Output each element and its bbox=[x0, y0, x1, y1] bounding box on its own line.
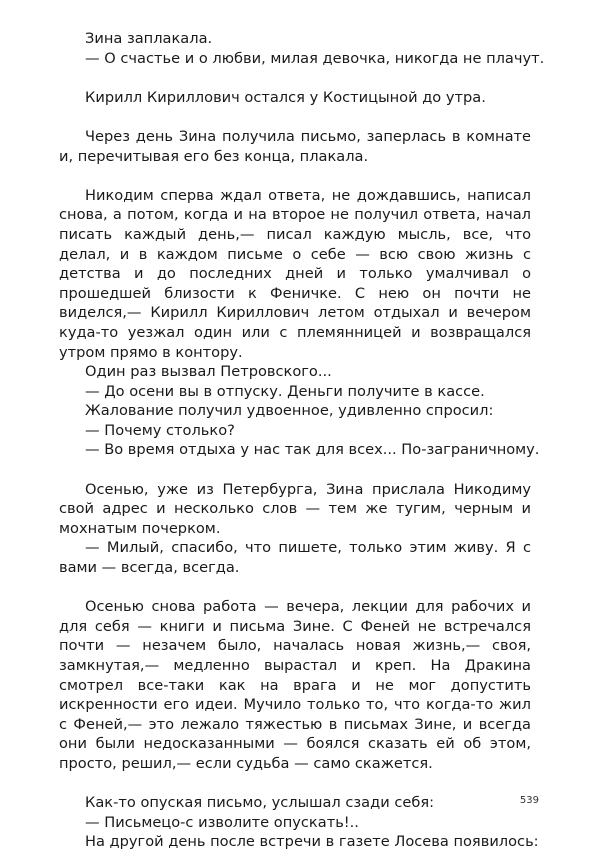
text-line: — Письмецо-с изволите опускать!.. bbox=[85, 813, 359, 831]
page-number: 539 bbox=[519, 795, 539, 806]
text-line: Кирилл Кириллович остался у Костицыной до утра. bbox=[85, 88, 486, 106]
text-line: Как-то опуская письмо, услышал сзади себя: bbox=[85, 794, 435, 812]
text-line: — До осени вы в отпуску. Деньги получите в кассе. bbox=[85, 382, 485, 400]
text-line: На другой день после встречи в газете Лосева появилось: bbox=[85, 833, 539, 851]
text-line: Жалование получил удвоенное, удивленно спросил: bbox=[85, 402, 494, 420]
text-line: — Почему столько? bbox=[85, 421, 235, 439]
paragraph: Никодим сперва ждал ответа, не дождавшись, написал снова, а потом, когда и на второе не получил ответа, начал писать каждый день,— писал каждую мысль, все, что делал, и в каждом письме о себе — всю свою жизнь с детства и до последних дней и только умалчивал о прошедшей близости к Феничке. С нею он почти не виделся,— Кирилл Кириллович летом отдыхал и вечером куда-то уезжал один или с племянницей и возвращался утром прямо в контору. bbox=[59, 186, 531, 361]
paragraph: Через день Зина получила письмо, заперлась в комнате и, перечитывая его без конца, плакала. bbox=[59, 127, 531, 165]
text-line: — Во время отдыха у нас так для всех... По-заграничному. bbox=[85, 441, 540, 459]
paragraph: Осенью, уже из Петербурга, Зина прислала Никодиму свой адрес и несколько слов — тем же тугим, черным и мохнатым почерком. bbox=[59, 480, 531, 537]
paragraph: Осенью снова работа — вечера, лекции для рабочих и для себя — книги и письма Зине. С Феней не встречался почти — незачем было, началась новая жизнь,— своя, замкнутая,— медленно вырастал и креп. На Дракина смотрел все-таки как на врага и не мог допустить искренности его идеи. Мучило только то, что когда-то жил с Феней,— это лежало тяжестью в письмах Зине, и всегда они были недосказанными — боялся сказать ей об этом, просто, решил,— если судьба — само скажется. bbox=[59, 598, 531, 772]
text-line: Один раз вызвал Петровского... bbox=[85, 363, 332, 381]
page-body bbox=[59, 29, 545, 852]
text-line: — О счастье и о любви, милая девочка, никогда не плачут. bbox=[85, 49, 545, 67]
paragraph: — Милый, спасибо, что пишете, только этим живу. Я с вами — всегда, всегда. bbox=[59, 539, 531, 577]
text-line: Зина заплакала. bbox=[85, 30, 213, 47]
